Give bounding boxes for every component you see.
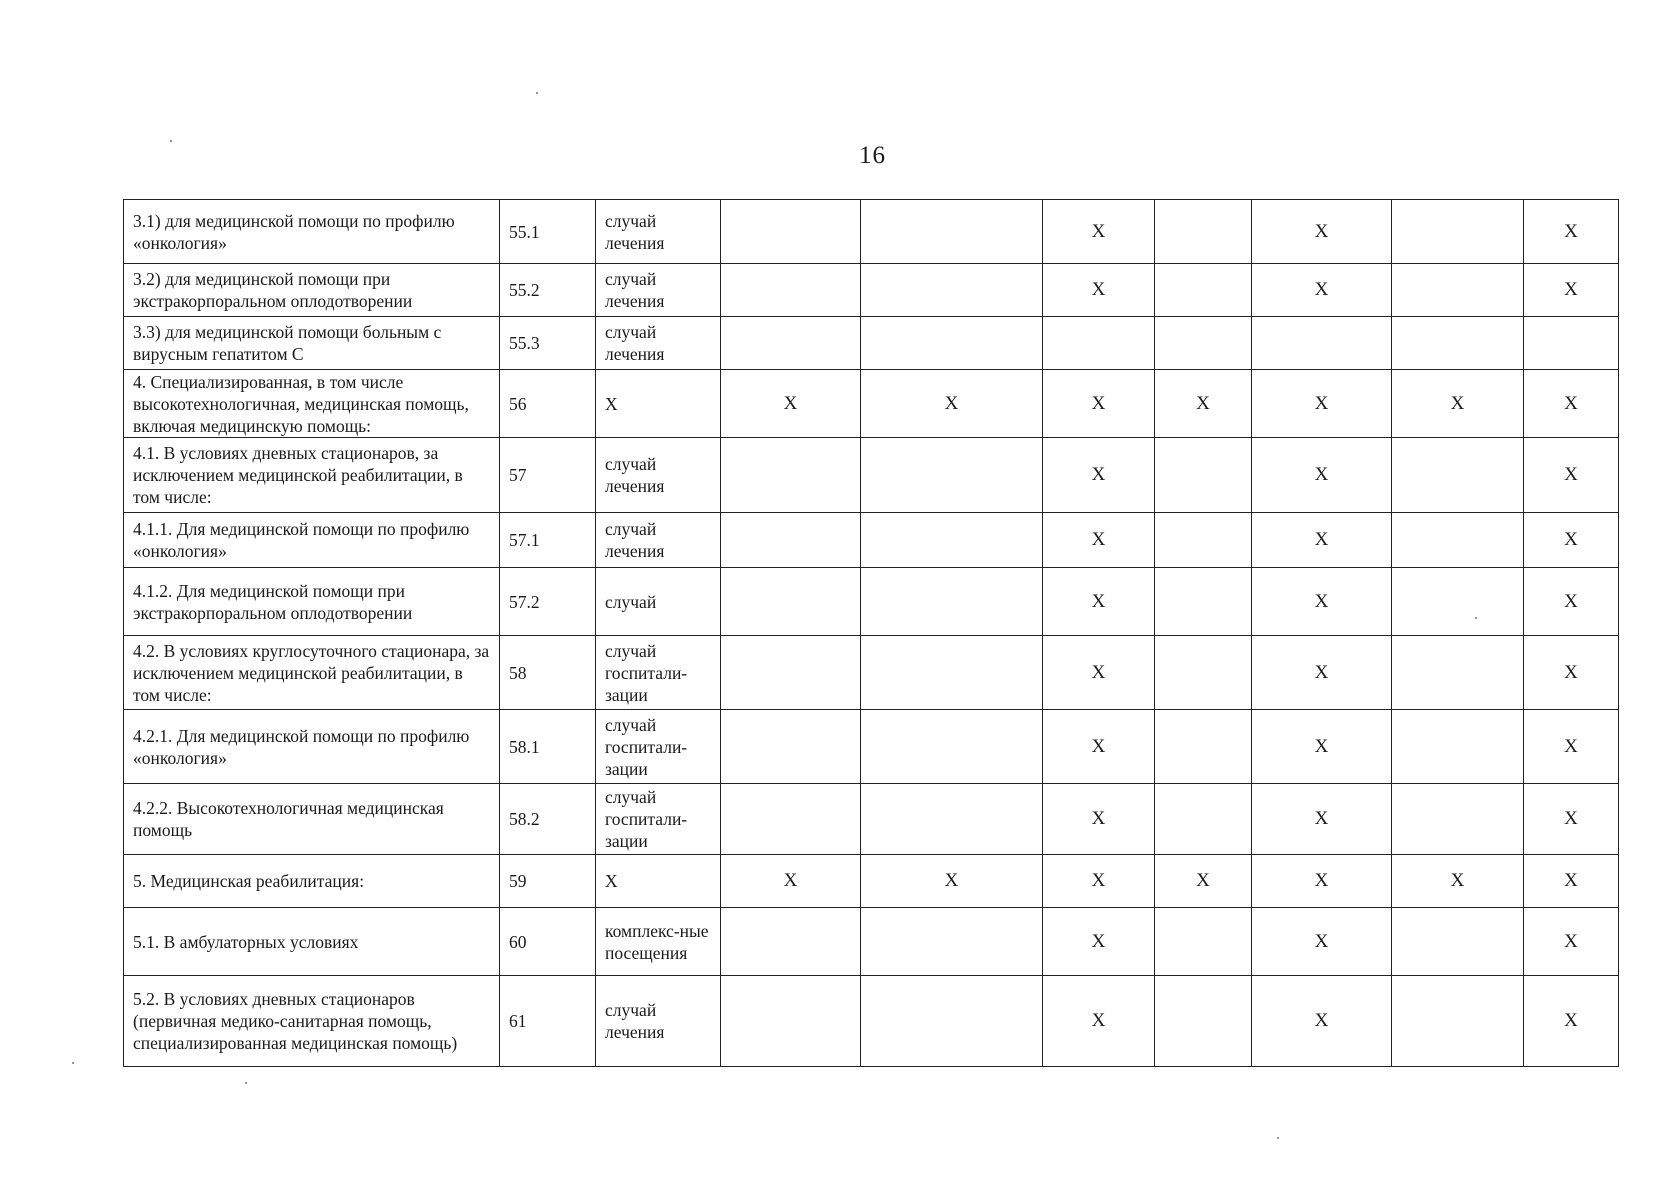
mark-cell xyxy=(861,784,1043,855)
mark-cell: X xyxy=(1524,370,1619,438)
mark-cell xyxy=(861,513,1043,568)
table-row xyxy=(124,370,1619,438)
mark-cell xyxy=(861,438,1043,513)
mark-cell: X xyxy=(1252,200,1392,264)
mark-cell xyxy=(721,784,861,855)
row-name: 4. Специализированная, в том числе высокотехнологичная, медицинская помощь, включая медицинскую помощь: xyxy=(124,370,500,438)
table-row xyxy=(124,908,1619,976)
mark-cell: X xyxy=(1043,438,1155,513)
mark-cell: X xyxy=(1524,568,1619,636)
row-unit: случай госпитали-зации xyxy=(596,784,721,855)
mark-cell: X xyxy=(1155,370,1252,438)
table-row xyxy=(124,200,1619,264)
row-name: 4.1. В условиях дневных стационаров, за исключением медицинской реабилитации, в том числе: xyxy=(124,438,500,513)
mark-cell: X xyxy=(1524,855,1619,908)
mark-cell: X xyxy=(1524,513,1619,568)
mark-cell xyxy=(721,264,861,317)
row-name: 3.3) для медицинской помощи больным с вирусным гепатитом С xyxy=(124,317,500,370)
mark-cell: X xyxy=(1043,264,1155,317)
row-unit: случай лечения xyxy=(596,200,721,264)
row-code: 55.3 xyxy=(500,317,596,370)
mark-cell xyxy=(721,976,861,1067)
mark-cell xyxy=(1392,908,1524,976)
table-row xyxy=(124,855,1619,908)
row-unit: случай лечения xyxy=(596,438,721,513)
row-unit: X xyxy=(596,370,721,438)
mark-cell: X xyxy=(1524,908,1619,976)
row-code: 57.2 xyxy=(500,568,596,636)
mark-cell: X xyxy=(1524,438,1619,513)
scan-speck xyxy=(245,1082,247,1084)
data-table xyxy=(123,199,1619,1067)
mark-cell xyxy=(861,264,1043,317)
table-row xyxy=(124,636,1619,710)
mark-cell xyxy=(1392,438,1524,513)
mark-cell: X xyxy=(861,370,1043,438)
mark-cell: X xyxy=(1524,976,1619,1067)
row-code: 58.2 xyxy=(500,784,596,855)
mark-cell: X xyxy=(1043,370,1155,438)
row-unit: случай лечения xyxy=(596,317,721,370)
table-row xyxy=(124,513,1619,568)
mark-cell: X xyxy=(1524,710,1619,784)
scan-speck xyxy=(1277,1137,1279,1139)
mark-cell xyxy=(1392,710,1524,784)
row-name: 5.2. В условиях дневных стационаров (первичная медико-санитарная помощь, специализированная медицинская помощь) xyxy=(124,976,500,1067)
mark-cell: X xyxy=(1524,784,1619,855)
mark-cell xyxy=(721,636,861,710)
mark-cell: X xyxy=(1252,636,1392,710)
mark-cell xyxy=(1392,317,1524,370)
mark-cell xyxy=(1392,784,1524,855)
mark-cell: X xyxy=(1392,855,1524,908)
row-unit: случай лечения xyxy=(596,976,721,1067)
mark-cell: X xyxy=(1043,568,1155,636)
row-unit: случай госпитали-зации xyxy=(596,636,721,710)
mark-cell xyxy=(721,710,861,784)
row-code: 55.2 xyxy=(500,264,596,317)
scan-speck xyxy=(1475,617,1477,619)
row-unit: X xyxy=(596,855,721,908)
row-unit: случай лечения xyxy=(596,264,721,317)
mark-cell: X xyxy=(1043,513,1155,568)
mark-cell: X xyxy=(1043,710,1155,784)
mark-cell: X xyxy=(1252,784,1392,855)
row-code: 58 xyxy=(500,636,596,710)
row-name: 5.1. В амбулаторных условиях xyxy=(124,908,500,976)
row-code: 59 xyxy=(500,855,596,908)
mark-cell: X xyxy=(1252,855,1392,908)
table-row xyxy=(124,317,1619,370)
mark-cell: X xyxy=(721,855,861,908)
mark-cell xyxy=(721,513,861,568)
mark-cell xyxy=(1155,636,1252,710)
mark-cell xyxy=(1043,317,1155,370)
row-code: 61 xyxy=(500,976,596,1067)
mark-cell: X xyxy=(1252,568,1392,636)
row-name: 4.2.1. Для медицинской помощи по профилю «онкология» xyxy=(124,710,500,784)
mark-cell: X xyxy=(1524,264,1619,317)
mark-cell: X xyxy=(861,855,1043,908)
scan-speck xyxy=(72,1062,74,1064)
mark-cell xyxy=(1252,317,1392,370)
mark-cell xyxy=(1392,264,1524,317)
row-name: 3.1) для медицинской помощи по профилю «онкология» xyxy=(124,200,500,264)
mark-cell: X xyxy=(1043,855,1155,908)
row-name: 4.1.2. Для медицинской помощи при экстракорпоральном оплодотворении xyxy=(124,568,500,636)
mark-cell: X xyxy=(1155,855,1252,908)
row-name: 4.2.2. Высокотехнологичная медицинская помощь xyxy=(124,784,500,855)
mark-cell: X xyxy=(1043,908,1155,976)
mark-cell: X xyxy=(1524,200,1619,264)
mark-cell xyxy=(1155,200,1252,264)
mark-cell xyxy=(1155,908,1252,976)
mark-cell xyxy=(861,568,1043,636)
mark-cell xyxy=(1155,976,1252,1067)
mark-cell xyxy=(1155,710,1252,784)
mark-cell xyxy=(721,438,861,513)
row-unit: случай xyxy=(596,568,721,636)
mark-cell xyxy=(721,317,861,370)
row-code: 57.1 xyxy=(500,513,596,568)
row-unit: случай госпитали-зации xyxy=(596,710,721,784)
row-unit: комплекс-ные посещения xyxy=(596,908,721,976)
table-row xyxy=(124,784,1619,855)
scan-speck xyxy=(170,140,172,142)
mark-cell: X xyxy=(721,370,861,438)
mark-cell xyxy=(861,976,1043,1067)
mark-cell xyxy=(1392,568,1524,636)
row-code: 57 xyxy=(500,438,596,513)
mark-cell: X xyxy=(1043,784,1155,855)
table-row xyxy=(124,710,1619,784)
row-code: 56 xyxy=(500,370,596,438)
mark-cell: X xyxy=(1043,636,1155,710)
row-code: 60 xyxy=(500,908,596,976)
mark-cell xyxy=(861,200,1043,264)
mark-cell: X xyxy=(1252,438,1392,513)
row-code: 55.1 xyxy=(500,200,596,264)
table-row xyxy=(124,976,1619,1067)
mark-cell xyxy=(1392,513,1524,568)
mark-cell xyxy=(861,317,1043,370)
row-name: 3.2) для медицинской помощи при экстракорпоральном оплодотворении xyxy=(124,264,500,317)
mark-cell xyxy=(861,710,1043,784)
mark-cell: X xyxy=(1252,370,1392,438)
mark-cell xyxy=(1524,317,1619,370)
mark-cell xyxy=(1392,976,1524,1067)
mark-cell: X xyxy=(1252,908,1392,976)
mark-cell xyxy=(1155,568,1252,636)
row-code: 58.1 xyxy=(500,710,596,784)
mark-cell xyxy=(1155,438,1252,513)
mark-cell xyxy=(861,908,1043,976)
mark-cell xyxy=(1155,264,1252,317)
mark-cell: X xyxy=(1043,200,1155,264)
mark-cell xyxy=(721,568,861,636)
mark-cell xyxy=(861,636,1043,710)
mark-cell xyxy=(1155,513,1252,568)
scan-speck xyxy=(536,92,538,94)
mark-cell: X xyxy=(1252,710,1392,784)
mark-cell: X xyxy=(1524,636,1619,710)
page-number: 16 xyxy=(859,142,886,169)
mark-cell xyxy=(721,908,861,976)
row-name: 4.2. В условиях круглосуточного стационара, за исключением медицинской реабилитации, в том числе: xyxy=(124,636,500,710)
mark-cell: X xyxy=(1252,513,1392,568)
row-name: 4.1.1. Для медицинской помощи по профилю «онкология» xyxy=(124,513,500,568)
mark-cell xyxy=(1155,784,1252,855)
mark-cell: X xyxy=(1043,976,1155,1067)
mark-cell xyxy=(1392,636,1524,710)
mark-cell xyxy=(721,200,861,264)
mark-cell xyxy=(1392,200,1524,264)
row-unit: случай лечения xyxy=(596,513,721,568)
table-row xyxy=(124,438,1619,513)
table-row xyxy=(124,568,1619,636)
mark-cell: X xyxy=(1252,976,1392,1067)
mark-cell xyxy=(1155,317,1252,370)
mark-cell: X xyxy=(1252,264,1392,317)
table-row xyxy=(124,264,1619,317)
row-name: 5. Медицинская реабилитация: xyxy=(124,855,500,908)
mark-cell: X xyxy=(1392,370,1524,438)
